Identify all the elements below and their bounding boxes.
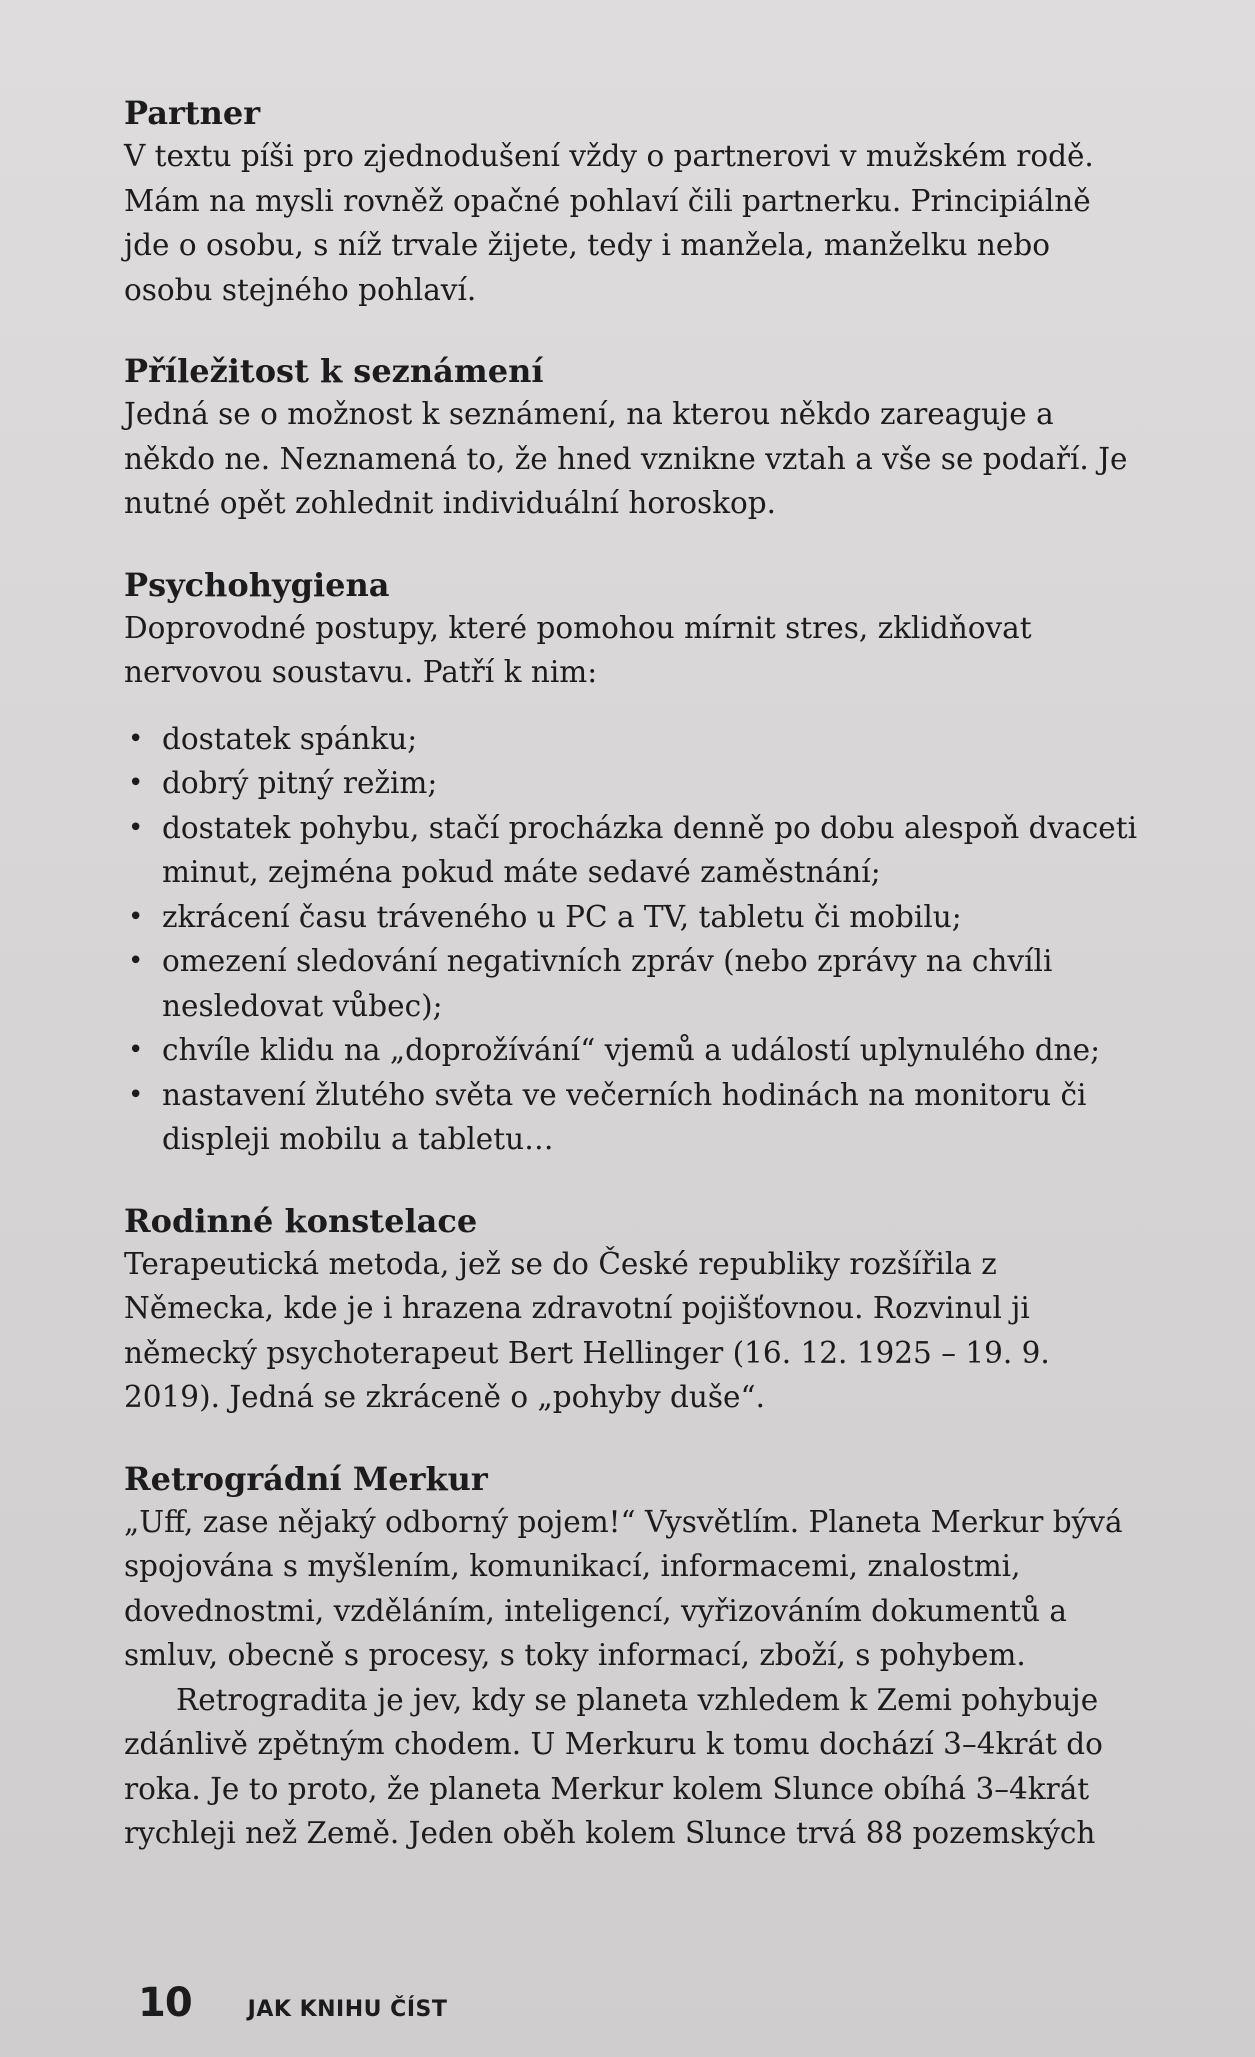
list-item: • dostatek spánku;: [124, 717, 1144, 762]
entry-heading: Psychohygiena: [124, 565, 390, 604]
entry-partner: [124, 92, 1144, 312]
list-item: • dobrý pitný režim;: [124, 761, 1144, 806]
entry-paragraph: „Uff, zase nějaký odborný pojem!“ Vysvětlím. Planeta Merkur bývá spojována s myšlením, komunikací, informacemi, znalostmi, dovednostmi, vzděláním, inteligencí, vyřizováním dokumentů a smluv, obecně s procesy, s toky informací, zboží, s pohybem.: [124, 1504, 1123, 1672]
entry-paragraph: Doprovodné postupy, které pomohou mírnit stres, zklidňovat nervovou soustavu. Patří k nim:: [124, 610, 1032, 689]
entry-paragraph: Terapeutická metoda, jež se do České republiky rozšířila z Německa, kde je i hrazena zdravotní pojišťovnou. Rozvinul ji německý psychoterapeut Bert Hellinger (16. 12. 1925 – 19. 9. 2019). Jedná se zkráceně o „pohyby duše“.: [124, 1246, 1050, 1414]
entry-psychohygiena: [124, 564, 1144, 1162]
entry-heading: Partner: [124, 94, 261, 132]
entry-rodinne-konstelace: [124, 1200, 1144, 1420]
list-item: • zkrácení času tráveného u PC a TV, tabletu či mobilu;: [124, 895, 1144, 940]
entry-paragraph: Retrogradita je jev, kdy se planeta vzhledem k Zemi pohybuje zdánlivě zpětným chodem. U Merkuru k tomu dochází 3–4krát do roka. Je to proto, že planeta Merkur kolem Slunce obíhá 3–4krát rychleji než Země. Jeden oběh kolem Slunce trvá 88 pozemských: [124, 1682, 1103, 1850]
entry-paragraph: V textu píši pro zjednodušení vždy o partnerovi v mužském rodě. Mám na mysli rovněž opačné pohlaví čili partnerku. Principiálně jde o osobu, s níž trvale žijete, tedy i manžela, manželku nebo osobu stejného pohlaví.: [124, 139, 1094, 307]
entry-heading: Retrográdní Merkur: [124, 1459, 488, 1498]
entry-heading: Příležitost k seznámení: [124, 352, 544, 390]
list-item: • nastavení žlutého světa ve večerních hodinách na monitoru či displeji mobilu a tabletu…: [124, 1073, 1144, 1162]
list-item: • omezení sledování negativních zpráv (nebo zprávy na chvíli nesledovat vůbec);: [124, 939, 1144, 1028]
list-item: • chvíle klidu na „doprožívání“ vjemů a událostí uplynulého dne;: [124, 1028, 1144, 1073]
running-title: JAK KNIHU ČÍST: [247, 1997, 448, 2022]
page-content: [124, 92, 1144, 1894]
page-number: 10: [138, 1980, 192, 2026]
entry-prilezitost: [124, 350, 1144, 526]
page-footer: [138, 1980, 447, 2026]
entry-paragraph: Jedná se o možnost k seznámení, na kterou někdo zareaguje a někdo ne. Neznamená to, že hned vznikne vztah a vše se podaří. Je nutné opět zohlednit individuální horoskop.: [124, 397, 1128, 520]
entry-heading: Rodinné konstelace: [124, 1201, 478, 1240]
list-item: • dostatek pohybu, stačí procházka denně po dobu alespoň dvaceti minut, zejména pokud máte sedavé zaměstnání;: [124, 806, 1144, 895]
bullet-list: [124, 717, 1144, 1162]
entry-retrogradni-merkur: [124, 1458, 1144, 1856]
